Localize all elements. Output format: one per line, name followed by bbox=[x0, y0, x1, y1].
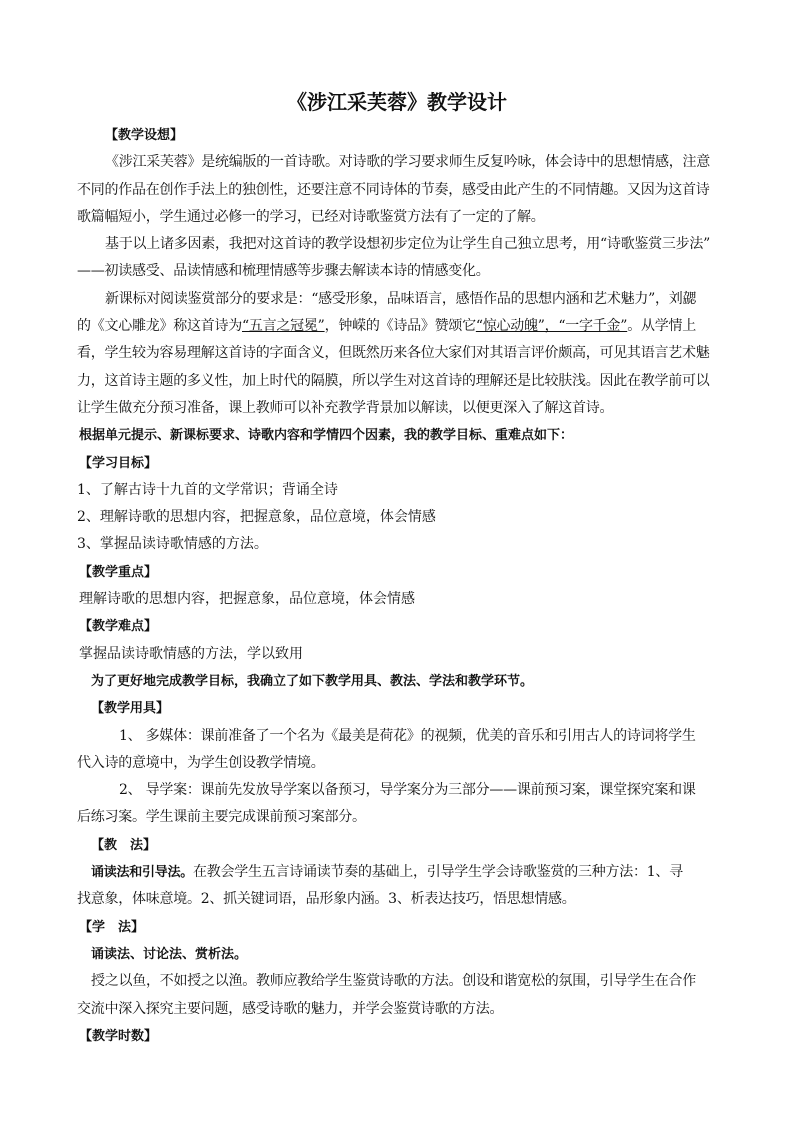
underlined-quote: “五言之冠冕” bbox=[242, 318, 325, 335]
section-heading-difficult: 【教学难点】 bbox=[79, 619, 158, 635]
underlined-quote: “惊心动魄”，“一字千金” bbox=[475, 318, 628, 335]
goal-item: 1、了解古诗十九首的文学常识；背诵全诗 bbox=[77, 481, 338, 498]
section-heading-design: 【教学设想】 bbox=[105, 128, 184, 143]
section-heading-study: 【学 法】 bbox=[79, 919, 145, 935]
bold-note: 根据单元提示、新课标要求、诗歌内容和学情四个因素，我的教学目标、重难点如下： bbox=[79, 428, 574, 444]
paragraph-line: 看，学生较为容易理解这首诗的字面含义，但既然历来各位大家们对其语言评价颇高，可见其语言艺术魅 bbox=[77, 345, 710, 362]
study-bold-lead: 诵读法、讨论法、赏析法。 bbox=[91, 946, 248, 962]
difficult-text: 掌握品读诗歌情感的方法，学以致用 bbox=[79, 645, 303, 662]
paragraph-line: 《涉江采芙蓉》是统编版的一首诗歌。对诗歌的学习要求师生反复吟咏，体会诗中的思想情感，注意 bbox=[105, 154, 710, 171]
goal-item: 2、理解诗歌的思想内容，把握意象，品位意境，体会情感 bbox=[77, 509, 436, 526]
method-bold-lead: 诵读法和引导法。 bbox=[91, 865, 194, 881]
section-heading-goals: 【学习目标】 bbox=[79, 455, 158, 471]
section-heading-tools: 【教学用具】 bbox=[91, 701, 170, 717]
page-title: 《涉江采芙蓉》教学设计 bbox=[287, 90, 507, 114]
study-line: 交流中深入探究主要问题，感受诗歌的魅力，并学会鉴赏诗歌的方法。 bbox=[77, 1000, 504, 1017]
paragraph-line: 让学生做充分预习准备，课上教师可以补充教学背景加以解读，以便更深入了解这首诗。 bbox=[77, 399, 614, 416]
tool-item-line: 2、 导学案：课前先发放导学案以备预习，导学案分为三部分——课前预习案，课堂探究案和课 bbox=[119, 782, 696, 799]
tool-item-line: 后练习案。学生课前主要完成课前预习案部分。 bbox=[77, 809, 366, 826]
paragraph-line: 歌篇幅短小，学生通过必修一的学习，已经对诗歌鉴赏方法有了一定的了解。 bbox=[77, 208, 545, 225]
paragraph-line-with-quotes bbox=[77, 313, 717, 340]
study-line: 授之以鱼，不如授之以渔。教师应教给学生鉴赏诗歌的方法。创设和谐宽松的氛围，引导学生在合作 bbox=[91, 973, 696, 990]
text-fragment: ，钟嵘的《诗品》赞颂它 bbox=[324, 318, 476, 335]
section-heading-key: 【教学重点】 bbox=[79, 564, 158, 580]
text-fragment: 。从学情上 bbox=[627, 318, 696, 335]
paragraph-line: ——初读感受、品读情感和梳理情感等步骤去解读本诗的情感变化。 bbox=[77, 263, 490, 280]
section-heading-method: 【教 法】 bbox=[91, 837, 157, 853]
tool-item-line: 1、 多媒体：课前准备了一个名为《最美是荷花》的视频，优美的音乐和引用古人的诗词将学生 bbox=[119, 727, 696, 744]
key-text: 理解诗歌的思想内容，把握意象，品位意境，体会情感 bbox=[79, 591, 415, 608]
paragraph-line: 基于以上诸多因素，我把对这首诗的教学设想初步定位为让学生自己独立思考，用“诗歌鉴赏三步法” bbox=[105, 236, 711, 253]
paragraph-line: 新课标对阅读鉴赏部分的要求是：“感受形象，品味语言，感悟作品的思想内涵和艺术魅力”，刘勰 bbox=[105, 290, 697, 307]
bold-note: 为了更好地完成教学目标，我确立了如下教学用具、教法、学法和教学环节。 bbox=[91, 673, 534, 689]
section-heading-time: 【教学时数】 bbox=[79, 1028, 158, 1044]
tool-item-line: 代入诗的意境中，为学生创设教学情境。 bbox=[77, 754, 325, 771]
method-line: 找意象，体味意境。2、抓关键词语，品形象内涵。3、析表达技巧，悟思想情感。 bbox=[77, 891, 576, 908]
document-body bbox=[77, 122, 717, 1050]
paragraph-line: 力，这首诗主题的多义性，加上时代的隔膜，所以学生对这首诗的理解还是比较肤浅。因此在教学前可以 bbox=[77, 372, 710, 389]
method-line bbox=[77, 859, 717, 886]
paragraph-line: 不同的作品在创作手法上的独创性，还要注意不同诗体的节奏，感受由此产生的不同情趣。又因为这首诗 bbox=[77, 181, 710, 198]
goal-item: 3、掌握品读诗歌情感的方法。 bbox=[77, 536, 268, 553]
text-fragment: 的《文心雕龙》称这首诗为 bbox=[77, 318, 242, 335]
text-fragment: 在教会学生五言诗诵读节奏的基础上，引导学生学会诗歌鉴赏的三种方法：1、寻 bbox=[193, 864, 683, 881]
